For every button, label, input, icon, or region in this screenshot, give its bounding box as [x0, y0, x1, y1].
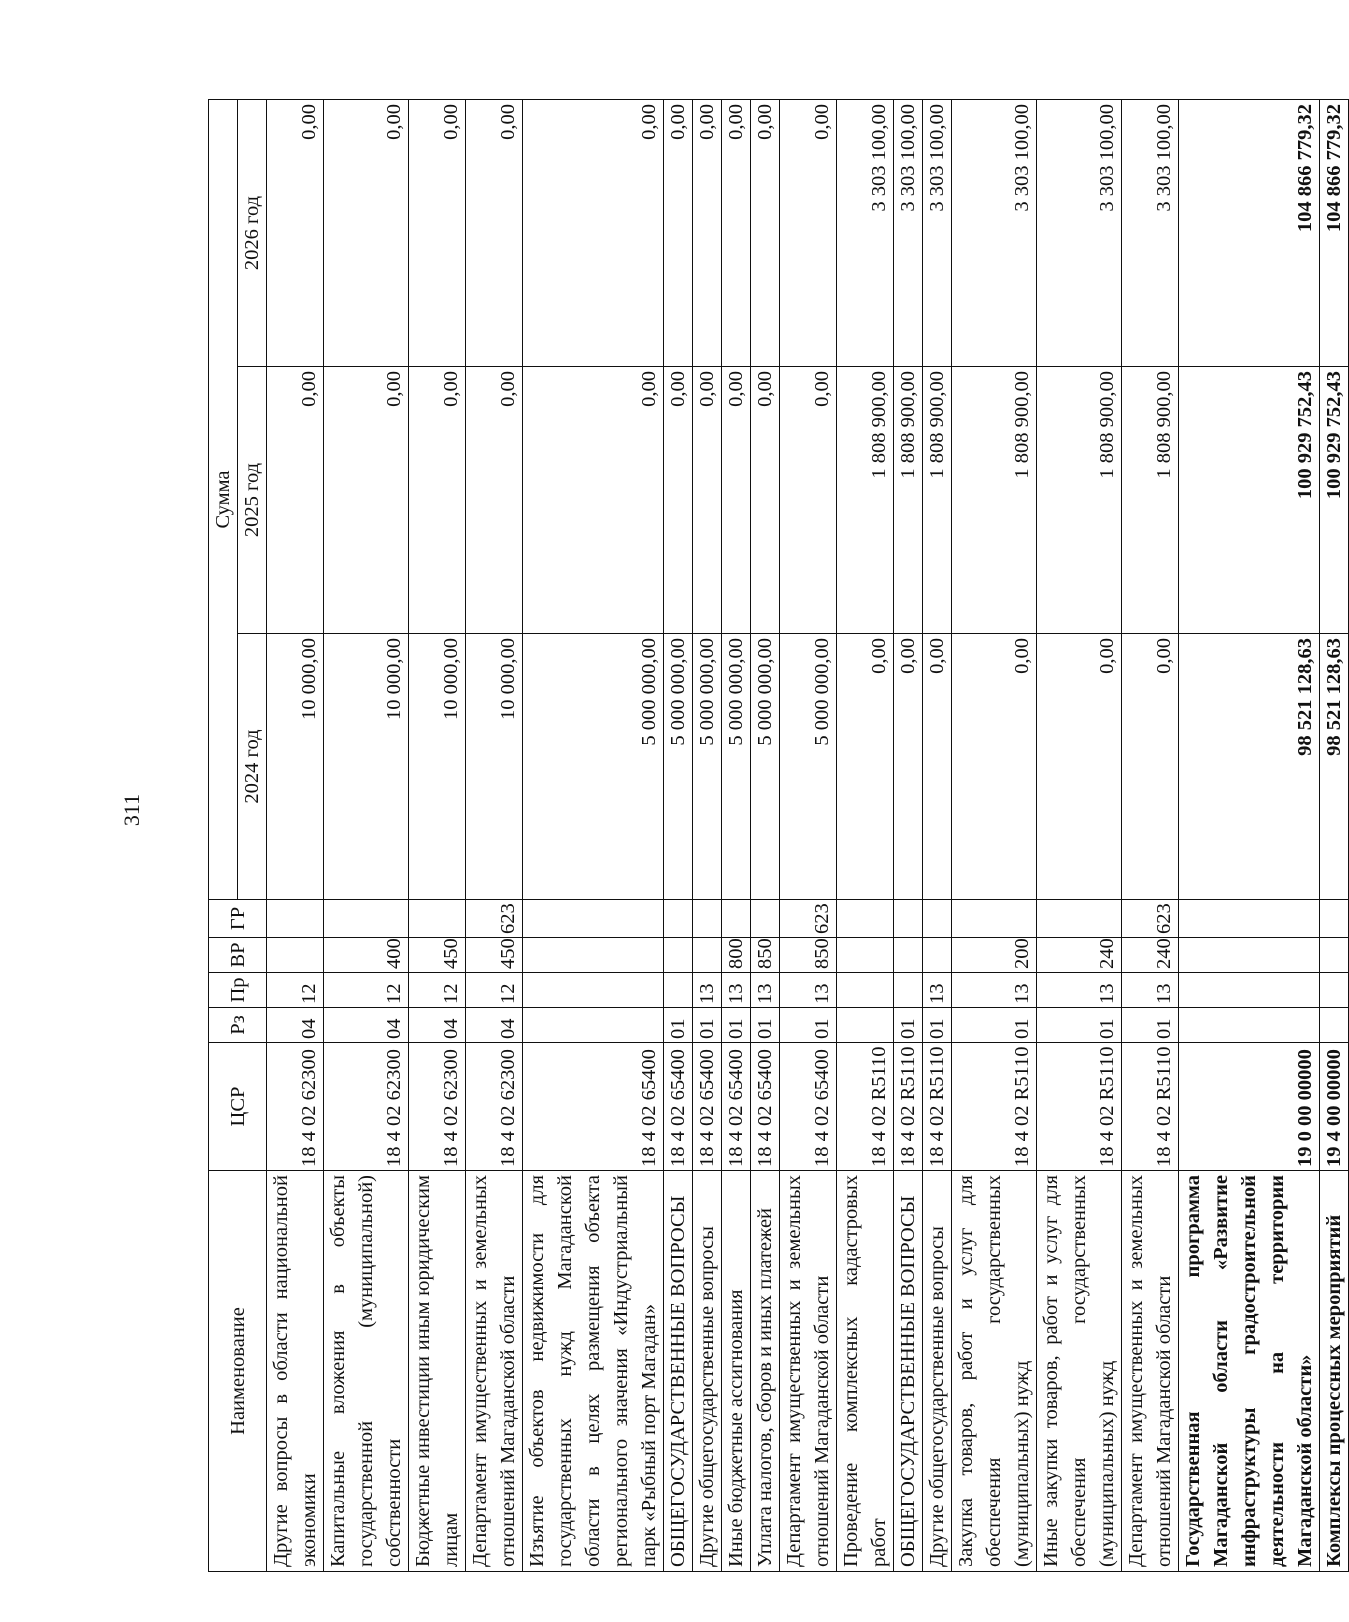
cell-vr: 850 — [780, 938, 837, 973]
cell-vr — [523, 938, 664, 973]
cell-2026: 3 303 100,00 — [837, 99, 894, 366]
header-pr: Пр — [209, 973, 267, 1008]
table-row — [324, 99, 409, 1571]
cell-rz: 01 — [894, 1008, 923, 1043]
cell-2025: 0,00 — [664, 367, 693, 634]
header-rz: Рз — [209, 1008, 267, 1043]
cell-2026: 3 303 100,00 — [1122, 99, 1179, 366]
cell-gr — [894, 900, 923, 938]
budget-table — [208, 99, 1349, 1572]
cell-2025: 0,00 — [466, 367, 523, 634]
cell-rz: 01 — [780, 1008, 837, 1043]
table-row — [780, 99, 837, 1571]
cell-name: Департамент имущественных и земельных отношений Магаданской области — [466, 1171, 523, 1572]
cell-2025: 1 808 900,00 — [1122, 367, 1179, 634]
cell-gr — [751, 900, 780, 938]
cell-2024: 0,00 — [894, 634, 923, 900]
cell-2025: 0,00 — [324, 367, 409, 634]
header-gr: ГР — [209, 900, 267, 938]
cell-pr — [894, 973, 923, 1008]
cell-2024: 5 000 000,00 — [693, 634, 722, 900]
cell-pr — [523, 973, 664, 1008]
cell-gr — [722, 900, 751, 938]
cell-csr: 18 4 02 62300 — [267, 1043, 324, 1171]
cell-gr — [409, 900, 466, 938]
cell-2026: 3 303 100,00 — [952, 99, 1037, 366]
cell-csr: 18 4 02 R5110 — [1037, 1043, 1122, 1171]
cell-2026: 3 303 100,00 — [1037, 99, 1122, 366]
cell-rz: 04 — [324, 1008, 409, 1043]
cell-2024: 98 521 128,63 — [1179, 634, 1320, 900]
cell-csr: 18 4 02 R5110 — [923, 1043, 952, 1171]
cell-rz: 01 — [664, 1008, 693, 1043]
table-row — [523, 99, 664, 1571]
cell-gr — [523, 900, 664, 938]
cell-2026: 104 866 779,32 — [1179, 99, 1320, 366]
header-csr: ЦСР — [209, 1043, 267, 1171]
cell-vr — [1179, 938, 1320, 973]
cell-pr: 13 — [952, 973, 1037, 1008]
cell-vr: 450 — [409, 938, 466, 973]
cell-name: Комплексы процессных мероприятий — [1320, 1171, 1349, 1572]
cell-2025: 1 808 900,00 — [837, 367, 894, 634]
cell-2024: 0,00 — [952, 634, 1037, 900]
cell-csr: 18 4 02 62300 — [324, 1043, 409, 1171]
cell-2026: 3 303 100,00 — [923, 99, 952, 366]
cell-csr: 18 4 02 65400 — [780, 1043, 837, 1171]
cell-gr — [923, 900, 952, 938]
table-row — [751, 99, 780, 1571]
cell-rz — [1320, 1008, 1349, 1043]
cell-csr: 18 4 02 65400 — [523, 1043, 664, 1171]
cell-2025: 1 808 900,00 — [894, 367, 923, 634]
cell-2024: 5 000 000,00 — [664, 634, 693, 900]
cell-gr — [952, 900, 1037, 938]
header-name: Наименование — [209, 1171, 267, 1572]
cell-2024: 5 000 000,00 — [751, 634, 780, 900]
cell-csr: 18 4 02 65400 — [751, 1043, 780, 1171]
header-vr: ВР — [209, 938, 267, 973]
cell-2026: 0,00 — [267, 99, 324, 366]
table-row — [1179, 99, 1320, 1571]
cell-pr: 13 — [1037, 973, 1122, 1008]
cell-vr: 400 — [324, 938, 409, 973]
header-2024: 2024 год — [238, 634, 267, 900]
cell-name: Бюджетные инвестиции иным юридическим лицам — [409, 1171, 466, 1572]
cell-name: Иные бюджетные ассигнования — [722, 1171, 751, 1572]
cell-vr: 850 — [751, 938, 780, 973]
cell-2024: 10 000,00 — [267, 634, 324, 900]
cell-name: Другие общегосударственные вопросы — [693, 1171, 722, 1572]
cell-2024: 5 000 000,00 — [780, 634, 837, 900]
cell-gr: 623 — [780, 900, 837, 938]
cell-csr: 18 4 02 R5110 — [894, 1043, 923, 1171]
cell-csr: 18 4 02 65400 — [722, 1043, 751, 1171]
table-row — [1122, 99, 1179, 1571]
cell-2025: 0,00 — [523, 367, 664, 634]
table-row — [693, 99, 722, 1571]
cell-csr: 18 4 02 R5110 — [1122, 1043, 1179, 1171]
cell-name: Капитальные вложения в объекты государственной (муниципальной) собственности — [324, 1171, 409, 1572]
cell-vr — [693, 938, 722, 973]
cell-2026: 0,00 — [409, 99, 466, 366]
cell-2025: 0,00 — [780, 367, 837, 634]
cell-name: ОБЩЕГОСУДАРСТВЕННЫЕ ВОПРОСЫ — [894, 1171, 923, 1572]
cell-rz: 01 — [693, 1008, 722, 1043]
cell-vr — [267, 938, 324, 973]
cell-gr — [664, 900, 693, 938]
header-2026: 2026 год — [238, 99, 267, 366]
cell-2025: 0,00 — [409, 367, 466, 634]
cell-2026: 0,00 — [780, 99, 837, 366]
cell-2025: 1 808 900,00 — [952, 367, 1037, 634]
cell-rz: 01 — [722, 1008, 751, 1043]
cell-2025: 100 929 752,43 — [1179, 367, 1320, 634]
table-row — [894, 99, 923, 1571]
cell-rz — [837, 1008, 894, 1043]
cell-pr — [1179, 973, 1320, 1008]
cell-2026: 0,00 — [722, 99, 751, 366]
table-row — [923, 99, 952, 1571]
table-row — [267, 99, 324, 1571]
cell-pr: 12 — [267, 973, 324, 1008]
cell-2024: 0,00 — [1122, 634, 1179, 900]
cell-pr — [664, 973, 693, 1008]
cell-csr: 18 4 02 62300 — [409, 1043, 466, 1171]
cell-pr: 13 — [923, 973, 952, 1008]
cell-2024: 5 000 000,00 — [523, 634, 664, 900]
cell-2025: 1 808 900,00 — [923, 367, 952, 634]
cell-2026: 0,00 — [751, 99, 780, 366]
cell-rz: 04 — [409, 1008, 466, 1043]
cell-gr — [324, 900, 409, 938]
table-row — [409, 99, 466, 1571]
cell-vr: 240 — [1037, 938, 1122, 973]
cell-rz: 01 — [952, 1008, 1037, 1043]
cell-csr: 18 4 02 R5110 — [952, 1043, 1037, 1171]
cell-name: Проведение комплексных кадастровых работ — [837, 1171, 894, 1572]
cell-pr: 12 — [466, 973, 523, 1008]
cell-rz — [523, 1008, 664, 1043]
cell-name: Иные закупки товаров, работ и услуг для обеспечения государственных (муниципальных) нужд — [1037, 1171, 1122, 1572]
cell-gr — [693, 900, 722, 938]
cell-rz: 01 — [923, 1008, 952, 1043]
cell-2025: 0,00 — [722, 367, 751, 634]
cell-pr — [837, 973, 894, 1008]
cell-name: Департамент имущественных и земельных отношений Магаданской области — [780, 1171, 837, 1572]
cell-pr: 12 — [324, 973, 409, 1008]
table-row — [952, 99, 1037, 1571]
cell-csr: 18 4 02 62300 — [466, 1043, 523, 1171]
cell-gr — [267, 900, 324, 938]
table-header — [209, 99, 267, 1571]
cell-pr: 13 — [1122, 973, 1179, 1008]
cell-gr — [1037, 900, 1122, 938]
cell-gr — [1320, 900, 1349, 938]
table-row — [722, 99, 751, 1571]
cell-2025: 0,00 — [693, 367, 722, 634]
cell-name: Государственная программа Магаданской области «Развитие инфраструктуры градостроительной деятельности на территории Магаданской области» — [1179, 1171, 1320, 1572]
cell-vr — [664, 938, 693, 973]
cell-2024: 98 521 128,63 — [1320, 634, 1349, 900]
cell-gr — [1179, 900, 1320, 938]
cell-2025: 1 808 900,00 — [1037, 367, 1122, 634]
cell-2026: 3 303 100,00 — [894, 99, 923, 366]
cell-name: ОБЩЕГОСУДАРСТВЕННЫЕ ВОПРОСЫ — [664, 1171, 693, 1572]
cell-2024: 10 000,00 — [466, 634, 523, 900]
cell-pr: 12 — [409, 973, 466, 1008]
cell-name: Другие вопросы в области национальной экономики — [267, 1171, 324, 1572]
cell-pr: 13 — [722, 973, 751, 1008]
cell-csr: 19 0 00 00000 — [1179, 1043, 1320, 1171]
cell-2026: 104 866 779,32 — [1320, 99, 1349, 366]
table-row — [1037, 99, 1122, 1571]
cell-rz: 04 — [267, 1008, 324, 1043]
cell-2024: 0,00 — [923, 634, 952, 900]
table-row — [837, 99, 894, 1571]
cell-2026: 0,00 — [693, 99, 722, 366]
cell-2025: 0,00 — [267, 367, 324, 634]
cell-name: Закупка товаров, работ и услуг для обеспечения государственных (муниципальных) нужд — [952, 1171, 1037, 1572]
cell-2026: 0,00 — [664, 99, 693, 366]
cell-2026: 0,00 — [324, 99, 409, 366]
cell-gr — [837, 900, 894, 938]
cell-pr: 13 — [780, 973, 837, 1008]
cell-vr — [923, 938, 952, 973]
cell-csr: 18 4 02 65400 — [693, 1043, 722, 1171]
cell-pr: 13 — [751, 973, 780, 1008]
page-number: 311 — [119, 793, 144, 827]
cell-pr — [1320, 973, 1349, 1008]
cell-gr: 623 — [1122, 900, 1179, 938]
cell-2024: 0,00 — [1037, 634, 1122, 900]
cell-rz: 04 — [466, 1008, 523, 1043]
cell-2024: 0,00 — [837, 634, 894, 900]
cell-gr: 623 — [466, 900, 523, 938]
cell-2025: 100 929 752,43 — [1320, 367, 1349, 634]
cell-2024: 5 000 000,00 — [722, 634, 751, 900]
table-row — [466, 99, 523, 1571]
cell-name: Другие общегосударственные вопросы — [923, 1171, 952, 1572]
cell-csr: 18 4 02 65400 — [664, 1043, 693, 1171]
cell-2024: 10 000,00 — [409, 634, 466, 900]
cell-vr — [1320, 938, 1349, 973]
cell-vr: 450 — [466, 938, 523, 973]
cell-2024: 10 000,00 — [324, 634, 409, 900]
cell-pr: 13 — [693, 973, 722, 1008]
cell-2025: 0,00 — [751, 367, 780, 634]
cell-rz: 01 — [1122, 1008, 1179, 1043]
cell-name: Уплата налогов, сборов и иных платежей — [751, 1171, 780, 1572]
cell-name: Изъятие объектов недвижимости для государственных нужд Магаданской области в целях размещения объекта регионального значения «Индустриальный парк «Рыбный порт Магадан» — [523, 1171, 664, 1572]
header-sum: Сумма — [209, 99, 238, 899]
cell-2026: 0,00 — [523, 99, 664, 366]
cell-vr: 200 — [952, 938, 1037, 973]
cell-rz: 01 — [1037, 1008, 1122, 1043]
cell-name: Департамент имущественных и земельных отношений Магаданской области — [1122, 1171, 1179, 1572]
table-body — [267, 99, 1349, 1571]
cell-csr: 19 4 00 00000 — [1320, 1043, 1349, 1171]
table-rotated-container — [208, 100, 1345, 1572]
table-row — [1320, 99, 1349, 1571]
cell-vr: 800 — [722, 938, 751, 973]
cell-rz — [1179, 1008, 1320, 1043]
cell-rz: 01 — [751, 1008, 780, 1043]
cell-vr: 240 — [1122, 938, 1179, 973]
cell-vr — [894, 938, 923, 973]
header-2025: 2025 год — [238, 367, 267, 634]
cell-2026: 0,00 — [466, 99, 523, 366]
cell-csr: 18 4 02 R5110 — [837, 1043, 894, 1171]
cell-vr — [837, 938, 894, 973]
table-row — [664, 99, 693, 1571]
